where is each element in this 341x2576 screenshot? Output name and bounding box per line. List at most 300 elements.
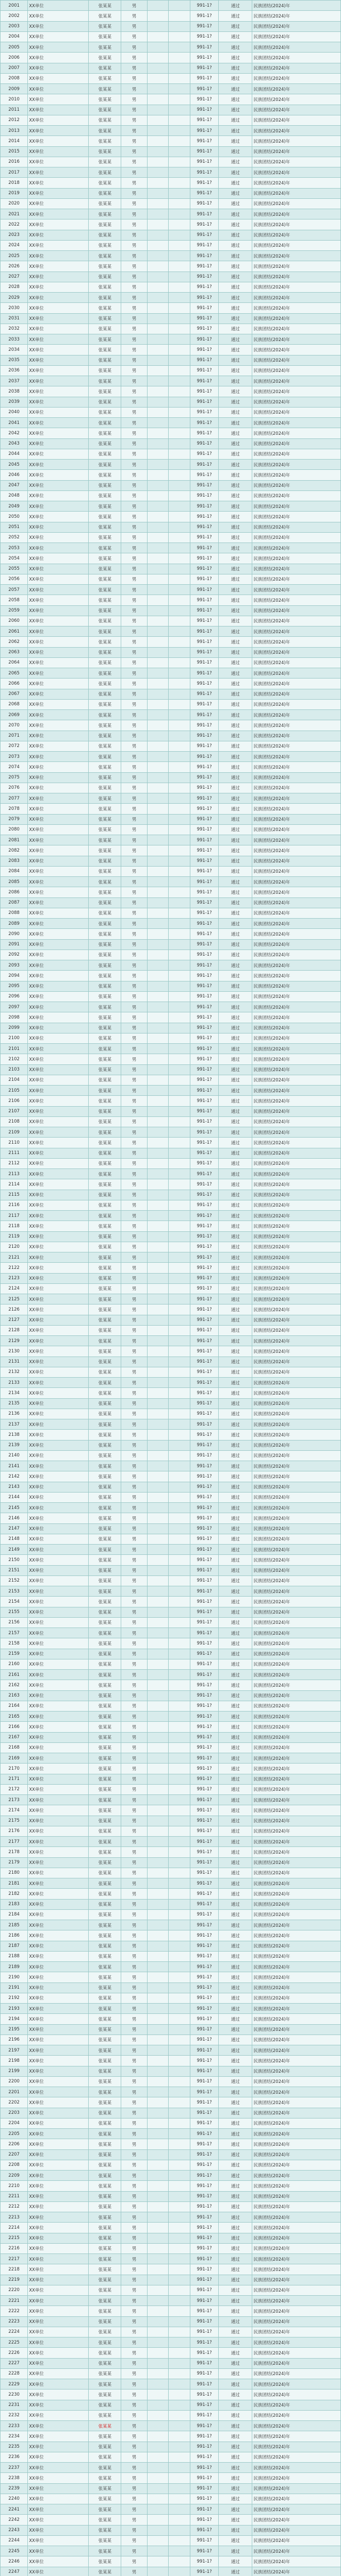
table-row	[1, 1670, 341, 1680]
row-index-cell: 2140	[1, 1450, 28, 1461]
code-cell	[169, 1054, 190, 1064]
unit-name-cell: XX单位	[28, 2285, 89, 2295]
version-cell: 991-1?	[190, 1805, 219, 1816]
unit-name-cell: XX单位	[28, 136, 89, 146]
status-cell: 通过	[219, 230, 252, 240]
table-row	[1, 209, 341, 219]
version-cell: 991-1?	[190, 136, 219, 146]
row-index-cell: 2192	[1, 1993, 28, 2003]
age-cell	[148, 1440, 169, 1450]
status-cell: 通过	[219, 647, 252, 657]
table-row	[1, 929, 341, 939]
person-name-cell: 张某某	[89, 1503, 121, 1513]
sex-cell: 男	[121, 1784, 148, 1794]
row-index-cell: 2005	[1, 42, 28, 53]
version-cell: 991-1?	[190, 1534, 219, 1544]
table-row	[1, 2201, 341, 2212]
code-cell	[169, 449, 190, 459]
table-row	[1, 449, 341, 459]
remark-cell: 民族团结(2024)年	[252, 543, 341, 553]
person-name-cell: 张某某	[89, 2212, 121, 2223]
age-cell	[148, 84, 169, 94]
table-row	[1, 835, 341, 845]
sex-cell: 男	[121, 2004, 148, 2014]
code-cell	[169, 1325, 190, 1335]
remark-cell: 民族团结(2024)年	[252, 2368, 341, 2379]
unit-name-cell: XX单位	[28, 532, 89, 543]
status-cell: 通过	[219, 1367, 252, 1377]
row-index-cell: 2217	[1, 2254, 28, 2264]
row-index-cell: 2222	[1, 2306, 28, 2316]
age-cell	[148, 1409, 169, 1419]
table-row	[1, 355, 341, 365]
sex-cell: 男	[121, 1263, 148, 1273]
sex-cell: 男	[121, 1044, 148, 1054]
sex-cell: 男	[121, 2379, 148, 2389]
unit-name-cell: XX单位	[28, 1023, 89, 1033]
remark-cell: 民族团结(2024)年	[252, 1586, 341, 1597]
version-cell: 991-1?	[190, 418, 219, 428]
unit-name-cell: XX单位	[28, 741, 89, 751]
code-cell	[169, 1534, 190, 1544]
age-cell	[148, 1148, 169, 1158]
table-row	[1, 2494, 341, 2504]
unit-name-cell: XX单位	[28, 126, 89, 136]
remark-cell: 民族团结(2024)年	[252, 1482, 341, 1492]
person-name-cell: 张某某	[89, 762, 121, 772]
age-cell	[148, 1565, 169, 1575]
remark-cell: 民族团结(2024)年	[252, 1367, 341, 1377]
status-cell: 通过	[219, 553, 252, 564]
status-cell: 通过	[219, 178, 252, 188]
version-cell: 991-1?	[190, 1701, 219, 1711]
version-cell: 991-1?	[190, 1513, 219, 1523]
row-index-cell: 2112	[1, 1158, 28, 1168]
status-cell: 通过	[219, 1283, 252, 1294]
person-name-cell: 张某某	[89, 355, 121, 365]
code-cell	[169, 490, 190, 501]
age-cell	[148, 1315, 169, 1325]
age-cell	[148, 334, 169, 345]
version-cell: 991-1?	[190, 1899, 219, 1909]
code-cell	[169, 1169, 190, 1179]
unit-name-cell: XX单位	[28, 1252, 89, 1263]
age-cell	[148, 981, 169, 991]
version-cell: 991-1?	[190, 950, 219, 960]
age-cell	[148, 762, 169, 772]
unit-name-cell: XX单位	[28, 616, 89, 626]
remark-cell: 民族团结(2024)年	[252, 209, 341, 219]
person-name-cell: 张某某	[89, 157, 121, 167]
sex-cell: 男	[121, 950, 148, 960]
sex-cell: 男	[121, 2546, 148, 2556]
row-index-cell: 2072	[1, 741, 28, 751]
remark-cell: 民族团结(2024)年	[252, 919, 341, 929]
unit-name-cell: XX单位	[28, 1909, 89, 1920]
person-name-cell: 张某某	[89, 1909, 121, 1920]
unit-name-cell: XX单位	[28, 1409, 89, 1419]
status-cell: 通过	[219, 2316, 252, 2327]
person-name-cell: 张某某	[89, 1158, 121, 1168]
row-index-cell: 2165	[1, 1711, 28, 1722]
code-cell	[169, 1513, 190, 1523]
unit-name-cell: XX单位	[28, 2181, 89, 2191]
table-row	[1, 1440, 341, 1450]
code-cell	[169, 1607, 190, 1617]
remark-cell: 民族团结(2024)年	[252, 293, 341, 303]
code-cell	[169, 1064, 190, 1075]
person-name-cell: 张某某	[89, 887, 121, 897]
code-cell	[169, 21, 190, 31]
person-name-cell: 张某某	[89, 1294, 121, 1304]
unit-name-cell: XX单位	[28, 783, 89, 793]
version-cell: 991-1?	[190, 438, 219, 449]
unit-name-cell: XX单位	[28, 1816, 89, 1826]
version-cell: 991-1?	[190, 1503, 219, 1513]
age-cell	[148, 2348, 169, 2358]
status-cell: 通过	[219, 919, 252, 929]
unit-name-cell: XX单位	[28, 1993, 89, 2003]
person-name-cell: 张某某	[89, 1586, 121, 1597]
age-cell	[148, 2024, 169, 2035]
sex-cell: 男	[121, 365, 148, 376]
version-cell: 991-1?	[190, 1430, 219, 1440]
code-cell	[169, 2327, 190, 2337]
row-index-cell: 2218	[1, 2264, 28, 2275]
age-cell	[148, 157, 169, 167]
person-name-cell: 张某某	[89, 2410, 121, 2420]
status-cell: 通过	[219, 1378, 252, 1388]
age-cell	[148, 386, 169, 397]
table-row	[1, 2463, 341, 2473]
table-row	[1, 460, 341, 470]
remark-cell: 民族团结(2024)年	[252, 981, 341, 991]
sex-cell: 男	[121, 2442, 148, 2452]
unit-name-cell: XX单位	[28, 1200, 89, 1210]
age-cell	[148, 1325, 169, 1335]
remark-cell: 民族团结(2024)年	[252, 897, 341, 908]
person-name-cell: 张某某	[89, 1398, 121, 1409]
row-index-cell: 2135	[1, 1398, 28, 1409]
table-row	[1, 2191, 341, 2201]
version-cell: 991-1?	[190, 1304, 219, 1315]
row-index-cell: 2032	[1, 324, 28, 334]
sex-cell: 男	[121, 334, 148, 345]
age-cell	[148, 971, 169, 981]
status-cell: 通过	[219, 1732, 252, 1742]
table-row	[1, 1336, 341, 1346]
table-row	[1, 1659, 341, 1669]
age-cell	[148, 553, 169, 564]
version-cell: 991-1?	[190, 73, 219, 83]
age-cell	[148, 2389, 169, 2400]
person-name-cell: 张某某	[89, 105, 121, 115]
sex-cell: 男	[121, 1430, 148, 1440]
table-row	[1, 564, 341, 574]
sex-cell: 男	[121, 1096, 148, 1106]
person-name-cell: 张某某	[89, 1471, 121, 1482]
sex-cell: 男	[121, 84, 148, 94]
age-cell	[148, 991, 169, 1002]
version-cell: 991-1?	[190, 710, 219, 720]
age-cell	[148, 1816, 169, 1826]
status-cell: 通过	[219, 209, 252, 219]
person-name-cell: 张某某	[89, 2066, 121, 2076]
unit-name-cell: XX单位	[28, 1211, 89, 1221]
sex-cell: 男	[121, 605, 148, 616]
code-cell	[169, 1231, 190, 1242]
unit-name-cell: XX单位	[28, 324, 89, 334]
person-name-cell: 张某某	[89, 1023, 121, 1033]
status-cell: 通过	[219, 1492, 252, 1502]
remark-cell: 民族团结(2024)年	[252, 2139, 341, 2149]
person-name-cell: 张某某	[89, 1002, 121, 1012]
person-name-cell: 张某某	[89, 146, 121, 157]
table-row	[1, 219, 341, 230]
sex-cell: 男	[121, 2400, 148, 2410]
version-cell: 991-1?	[190, 2275, 219, 2285]
row-index-cell: 2037	[1, 376, 28, 386]
table-row	[1, 595, 341, 605]
table-row	[1, 2504, 341, 2515]
unit-name-cell: XX单位	[28, 1764, 89, 1774]
row-index-cell: 2126	[1, 1304, 28, 1315]
age-cell	[148, 1211, 169, 1221]
row-index-cell: 2219	[1, 2275, 28, 2285]
remark-cell: 民族团结(2024)年	[252, 1471, 341, 1482]
status-cell: 通过	[219, 324, 252, 334]
row-index-cell: 2154	[1, 1597, 28, 1607]
unit-name-cell: XX单位	[28, 84, 89, 94]
status-cell: 通过	[219, 2108, 252, 2118]
unit-name-cell: XX单位	[28, 981, 89, 991]
age-cell	[148, 1064, 169, 1075]
sex-cell: 男	[121, 845, 148, 856]
row-index-cell: 2148	[1, 1534, 28, 1544]
remark-cell: 民族团结(2024)年	[252, 679, 341, 689]
status-cell: 通过	[219, 1190, 252, 1200]
remark-cell: 民族团结(2024)年	[252, 418, 341, 428]
sex-cell: 男	[121, 219, 148, 230]
age-cell	[148, 2452, 169, 2462]
sex-cell: 男	[121, 1023, 148, 1033]
sex-cell: 男	[121, 1711, 148, 1722]
status-cell: 通过	[219, 1315, 252, 1325]
version-cell: 991-1?	[190, 1221, 219, 1231]
remark-cell: 民族团结(2024)年	[252, 512, 341, 522]
sex-cell: 男	[121, 2515, 148, 2525]
code-cell	[169, 1784, 190, 1794]
remark-cell: 民族团结(2024)年	[252, 1179, 341, 1190]
remark-cell: 民族团结(2024)年	[252, 1993, 341, 2003]
status-cell: 通过	[219, 1909, 252, 1920]
sex-cell: 男	[121, 1847, 148, 1857]
age-cell	[148, 1680, 169, 1690]
code-cell	[169, 1649, 190, 1659]
table-row	[1, 251, 341, 261]
table-row	[1, 2389, 341, 2400]
person-name-cell: 张某某	[89, 1711, 121, 1722]
code-cell	[169, 2264, 190, 2275]
row-index-cell: 2238	[1, 2473, 28, 2483]
sex-cell: 男	[121, 2108, 148, 2118]
person-name-cell: 张某某	[89, 282, 121, 292]
table-row	[1, 1325, 341, 1335]
table-row	[1, 1096, 341, 1106]
sex-cell: 男	[121, 1951, 148, 1961]
sex-cell: 男	[121, 2504, 148, 2515]
code-cell	[169, 1565, 190, 1575]
remark-cell: 民族团结(2024)年	[252, 1680, 341, 1690]
unit-name-cell: XX单位	[28, 2129, 89, 2139]
age-cell	[148, 1889, 169, 1899]
row-index-cell: 2062	[1, 637, 28, 647]
age-cell	[148, 2515, 169, 2525]
sex-cell: 男	[121, 2264, 148, 2275]
unit-name-cell: XX单位	[28, 178, 89, 188]
row-index-cell: 2161	[1, 1670, 28, 1680]
age-cell	[148, 2327, 169, 2337]
age-cell	[148, 1, 169, 11]
sex-cell: 男	[121, 167, 148, 178]
version-cell: 991-1?	[190, 835, 219, 845]
row-index-cell: 2213	[1, 2212, 28, 2223]
unit-name-cell: XX单位	[28, 355, 89, 365]
sex-cell: 男	[121, 2556, 148, 2567]
sex-cell: 男	[121, 1982, 148, 1993]
row-index-cell: 2176	[1, 1826, 28, 1836]
sex-cell: 男	[121, 1148, 148, 1158]
person-name-cell: 张某某	[89, 1252, 121, 1263]
sex-cell: 男	[121, 2358, 148, 2368]
code-cell	[169, 1742, 190, 1753]
row-index-cell: 2212	[1, 2201, 28, 2212]
version-cell: 991-1?	[190, 1, 219, 11]
code-cell	[169, 2285, 190, 2295]
unit-name-cell: XX单位	[28, 1221, 89, 1231]
table-row	[1, 1732, 341, 1742]
status-cell: 通过	[219, 126, 252, 136]
row-index-cell: 2036	[1, 365, 28, 376]
table-row	[1, 11, 341, 21]
remark-cell: 民族团结(2024)年	[252, 2160, 341, 2170]
code-cell	[169, 1586, 190, 1597]
version-cell: 991-1?	[190, 1930, 219, 1941]
age-cell	[148, 1586, 169, 1597]
age-cell	[148, 960, 169, 971]
code-cell	[169, 1837, 190, 1847]
table-row	[1, 1545, 341, 1555]
age-cell	[148, 2316, 169, 2327]
version-cell: 991-1?	[190, 1033, 219, 1043]
status-cell: 通过	[219, 501, 252, 512]
age-cell	[148, 1023, 169, 1033]
status-cell: 通过	[219, 2024, 252, 2035]
code-cell	[169, 230, 190, 240]
unit-name-cell: XX单位	[28, 877, 89, 887]
sex-cell: 男	[121, 240, 148, 250]
remark-cell: 民族团结(2024)年	[252, 21, 341, 31]
code-cell	[169, 1179, 190, 1190]
unit-name-cell: XX单位	[28, 376, 89, 386]
row-index-cell: 2247	[1, 2567, 28, 2576]
code-cell	[169, 1461, 190, 1471]
remark-cell: 民族团结(2024)年	[252, 1847, 341, 1857]
version-cell: 991-1?	[190, 1680, 219, 1690]
sex-cell: 男	[121, 1086, 148, 1096]
remark-cell: 民族团结(2024)年	[252, 31, 341, 42]
code-cell	[169, 2160, 190, 2170]
status-cell: 通过	[219, 2483, 252, 2494]
version-cell: 991-1?	[190, 2087, 219, 2097]
person-name-cell: 张某某	[89, 1409, 121, 1419]
sex-cell: 男	[121, 230, 148, 240]
table-row	[1, 772, 341, 783]
remark-cell: 民族团结(2024)年	[252, 2494, 341, 2504]
table-row	[1, 1044, 341, 1054]
remark-cell: 民族团结(2024)年	[252, 115, 341, 125]
code-cell	[169, 1972, 190, 1982]
age-cell	[148, 1503, 169, 1513]
person-name-cell: 张某某	[89, 293, 121, 303]
code-cell	[169, 512, 190, 522]
status-cell: 通过	[219, 1430, 252, 1440]
age-cell	[148, 1993, 169, 2003]
sex-cell: 男	[121, 2421, 148, 2431]
table-row	[1, 136, 341, 146]
age-cell	[148, 1701, 169, 1711]
status-cell: 通过	[219, 2212, 252, 2223]
remark-cell: 民族团结(2024)年	[252, 2389, 341, 2400]
code-cell	[169, 136, 190, 146]
age-cell	[148, 188, 169, 198]
unit-name-cell: XX单位	[28, 31, 89, 42]
status-cell: 通过	[219, 2264, 252, 2275]
person-name-cell: 张某某	[89, 1597, 121, 1607]
table-row	[1, 522, 341, 532]
person-name-cell: 张某某	[89, 2171, 121, 2181]
unit-name-cell: XX单位	[28, 1701, 89, 1711]
unit-name-cell: XX单位	[28, 11, 89, 21]
status-cell: 通过	[219, 991, 252, 1002]
version-cell: 991-1?	[190, 1075, 219, 1085]
version-cell: 991-1?	[190, 365, 219, 376]
unit-name-cell: XX单位	[28, 1659, 89, 1669]
code-cell	[169, 720, 190, 731]
row-index-cell: 2050	[1, 512, 28, 522]
remark-cell: 民族团结(2024)年	[252, 1148, 341, 1158]
age-cell	[148, 2087, 169, 2097]
unit-name-cell: XX单位	[28, 480, 89, 490]
person-name-cell: 张某某	[89, 63, 121, 73]
row-index-cell: 2241	[1, 2504, 28, 2515]
table-row	[1, 1826, 341, 1836]
unit-name-cell: XX单位	[28, 1461, 89, 1471]
code-cell	[169, 2056, 190, 2066]
table-row	[1, 63, 341, 73]
unit-name-cell: XX单位	[28, 2546, 89, 2556]
table-row	[1, 897, 341, 908]
age-cell	[148, 1805, 169, 1816]
sex-cell: 男	[121, 2285, 148, 2295]
unit-name-cell: XX单位	[28, 1711, 89, 1722]
unit-name-cell: XX单位	[28, 1054, 89, 1064]
sex-cell: 男	[121, 2483, 148, 2494]
code-cell	[169, 585, 190, 595]
version-cell: 991-1?	[190, 2066, 219, 2076]
version-cell: 991-1?	[190, 53, 219, 63]
status-cell: 通过	[219, 94, 252, 105]
